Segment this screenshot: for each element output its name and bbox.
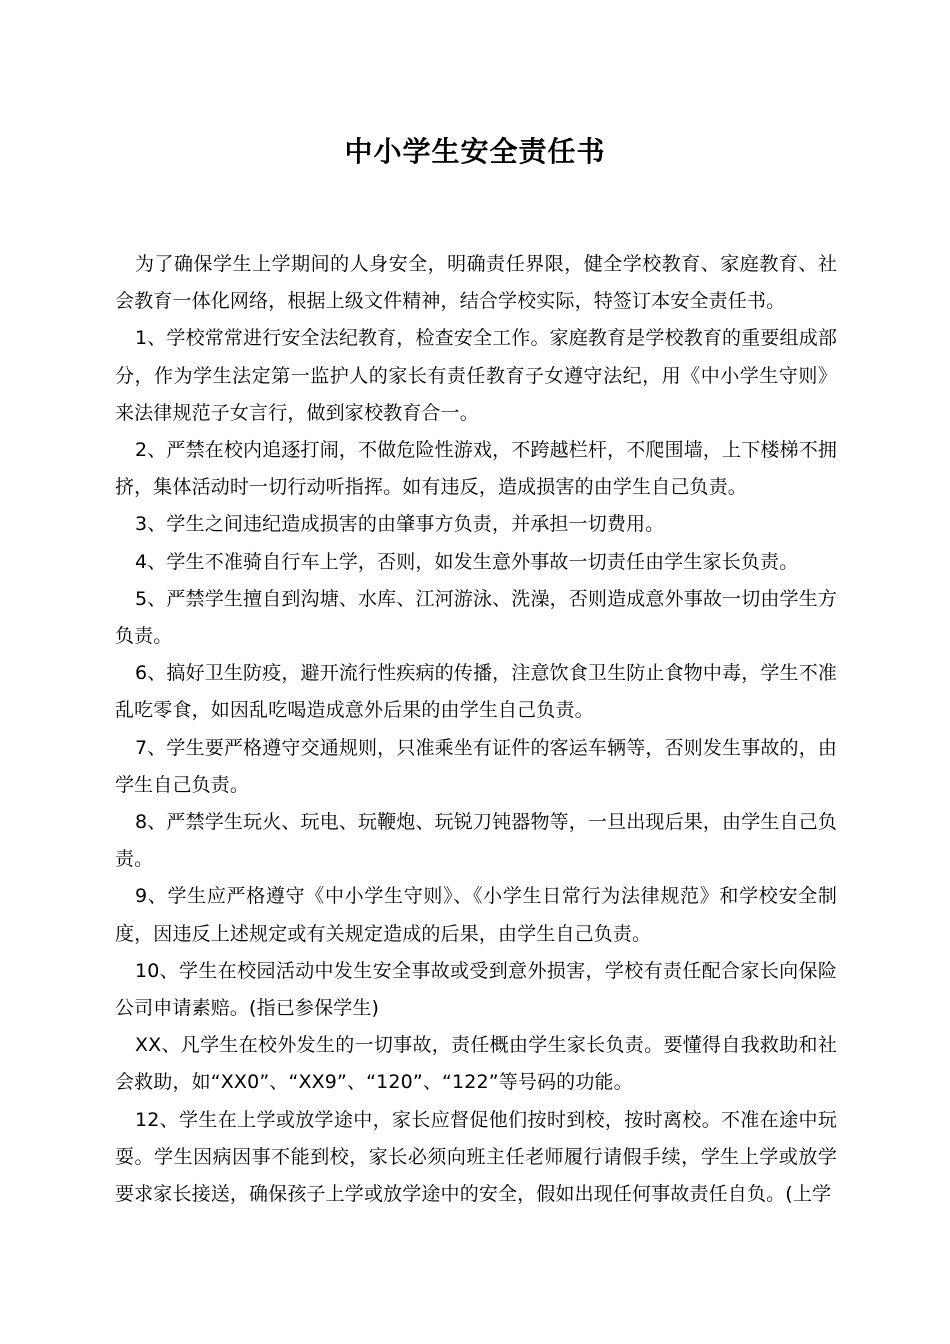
clause-12: 12、学生在上学或放学途中，家长应督促他们按时到校，按时离校。不准在途中玩耍。学生因病因事不能到校，家长必须向班主任老师履行请假手续，学生上学或放学要求家长接送，确保孩子上学或放学途中的安全，假如出现任何事故责任自负。(上学 [115,1108,837,1206]
clause-9: 9、学生应严格遵守《中小学生守则》、《小学生日常行为法律规范》和学校安全制度，因违反上述规定或有关规定造成的后果，由学生自己负责。 [115,885,837,945]
clause-8: 8、严禁学生玩火、玩电、玩鞭炮、玩锐刀钝器物等，一旦出现后果，由学生自己负责。 [115,811,837,871]
clause-10: 10、学生在校园活动中发生安全事故或受到意外损害，学校有责任配合家长向保险公司申请素赔。(指已参保学生) [115,959,837,1020]
clause-2: 2、严禁在校内追逐打闹，不做危险性游戏，不跨越栏杆，不爬围墙，上下楼梯不拥挤，集体活动时一切行动听指挥。如有违反，造成损害的由学生自己负责。 [115,439,837,499]
intro-paragraph: 为了确保学生上学期间的人身安全，明确责任界限，健全学校教育、家庭教育、社会教育一体化网络，根据上级文件精神，结合学校实际，特签订本安全责任书。 [115,253,837,313]
clause-3: 3、学生之间违纪造成损害的由肇事方负责，并承担一切费用。 [135,513,665,536]
clause-5: 5、严禁学生擅自到沟塘、水库、江河游泳、洗澡，否则造成意外事故一切由学生方负责。 [115,587,837,648]
clause-6: 6、搞好卫生防疫，避开流行性疾病的传播，注意饮食卫生防止食物中毒，学生不准乱吃零食，如因乱吃喝造成意外后果的由学生自己负责。 [115,662,837,722]
clause-7: 7、学生要严格遵守交通规则，只准乘坐有证件的客运车辆等，否则发生事故的，由学生自己负责。 [115,736,837,796]
clause-1: 1、学校常常进行安全法纪教育，检查安全工作。家庭教育是学校教育的重要组成部分，作为学生法定第一监护人的家长有责任教育子女遵守法纪，用《中小学生守则》来法律规范子女言行，做到家校教育合一。 [115,327,837,424]
clause-11: XX、凡学生在校外发生的一切事故，责任概由学生家长负责。要懂得自我救助和社会救助，如“XX0”、“XX9”、“120”、“122”等号码的功能。 [115,1034,837,1094]
document-body [115,246,837,1213]
document-title: 中小学生安全责任书 [344,135,606,168]
clause-4: 4、学生不准骑自行车上学，否则，如发生意外事故一切责任由学生家长负责。 [135,550,799,573]
